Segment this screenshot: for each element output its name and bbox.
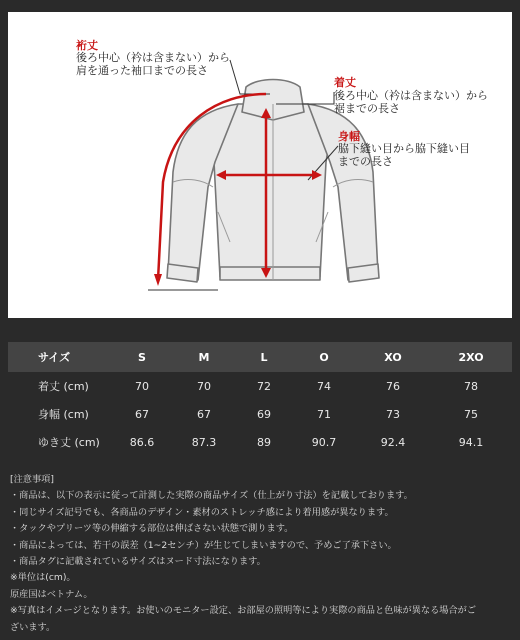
jacket-left-cuff	[167, 264, 198, 282]
table-cell: 67	[135, 407, 149, 421]
header-size: サイズ	[8, 342, 112, 372]
body-width-description: 脇下縫い目から脇下縫い目 までの長さ	[338, 142, 470, 168]
table-cell: 94.1	[458, 435, 484, 449]
table-row	[8, 428, 512, 456]
header-s: S	[112, 342, 172, 372]
body-width-title: 身幅	[338, 130, 360, 143]
row-label: 身幅 (cm)	[38, 408, 89, 421]
table-cell: 67	[197, 407, 211, 421]
note-line: ※写真はイメージとなります。お使いのモニター設定、お部屋の照明等により実際の商品と色味が異なる場合がご	[10, 605, 477, 617]
table-cell: 72	[257, 379, 271, 393]
body-length-title: 着丈	[334, 76, 356, 89]
table-cell: 86.6	[129, 435, 155, 449]
note-line: ※単位は(cm)。	[10, 572, 76, 584]
table-cell: 92.4	[380, 435, 406, 449]
row-label: 着丈 (cm)	[38, 380, 89, 393]
table-cell: 70	[197, 379, 211, 393]
table-cell: 75	[464, 407, 478, 421]
table-cell: 78	[464, 379, 478, 393]
note-line: 原産国はベトナム。	[10, 588, 93, 600]
header-o: O	[292, 342, 356, 372]
note-line: ・商品タグに記載されているサイズはヌード寸法になります。	[10, 556, 266, 568]
table-cell: 73	[386, 407, 400, 421]
table-cell: 89	[257, 435, 271, 449]
note-line: ・商品によっては、若干の誤差（1~2センチ）が生じてしまいますので、予めご了承下さい。	[10, 539, 397, 551]
sleeve-length-description: 後ろ中心（衿は含まない）から 肩を通った袖口までの長さ	[76, 51, 230, 77]
header-2xo: 2XO	[430, 342, 512, 372]
row-label: ゆき丈 (cm)	[38, 436, 100, 449]
table-cell: 74	[317, 379, 331, 393]
table-cell: 71	[317, 407, 331, 421]
note-line: ・商品は、以下の表示に従って計測した実際の商品サイズ（仕上がり寸法）を記載しております。	[10, 490, 413, 502]
table-cell: 90.7	[311, 435, 337, 449]
size-table	[8, 342, 512, 456]
size-table-header	[8, 342, 512, 372]
table-cell: 70	[135, 379, 149, 393]
note-line: ざいます。	[10, 621, 56, 633]
table-cell: 87.3	[191, 435, 217, 449]
table-row	[8, 400, 512, 428]
table-row	[8, 372, 512, 400]
measurement-diagram	[8, 12, 512, 318]
notes-heading: [注意事項]	[10, 474, 54, 485]
jacket-right-cuff	[348, 264, 379, 282]
notes-section	[10, 472, 514, 636]
table-cell: 69	[257, 407, 271, 421]
header-xo: XO	[356, 342, 430, 372]
note-line: ・同じサイズ記号でも、各商品のデザイン・素材のストレッチ感により着用感が異なります。	[10, 506, 394, 518]
note-line: ・タックやプリーツ等の伸縮する部位は伸ばさない状態で測ります。	[10, 523, 294, 535]
header-l: L	[236, 342, 292, 372]
sleeve-length-title: 裄丈	[76, 39, 98, 52]
header-m: M	[172, 342, 236, 372]
body-length-description: 後ろ中心（衿は含まない）から 裾までの長さ	[334, 89, 488, 115]
table-cell: 76	[386, 379, 400, 393]
